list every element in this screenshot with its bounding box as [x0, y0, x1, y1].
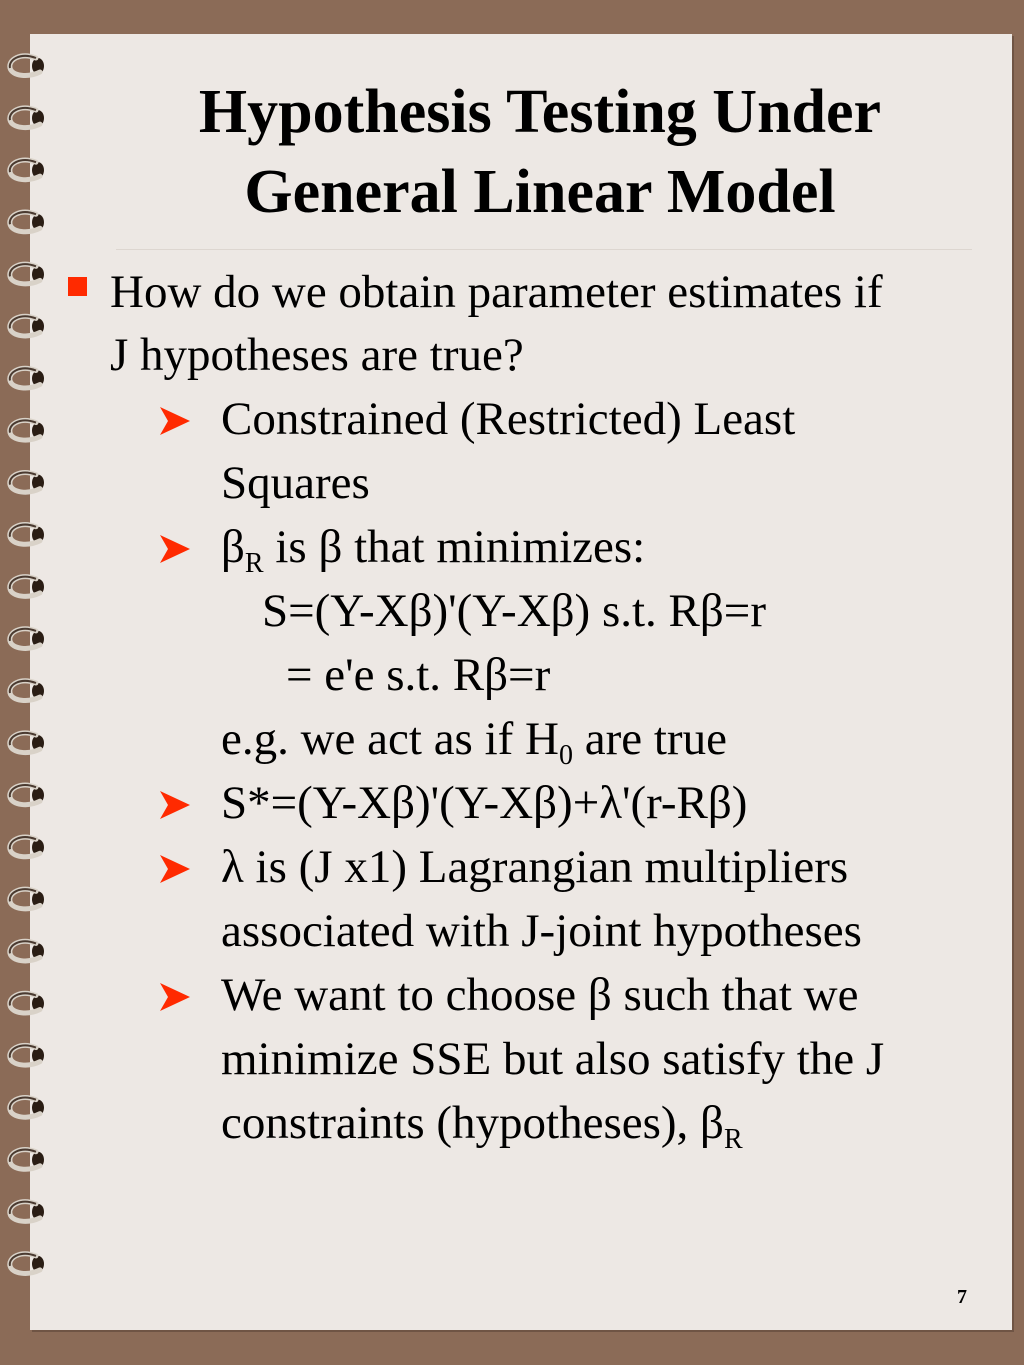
- sub1-line-1: Constrained (Restricted) Least: [221, 393, 796, 445]
- sub2-line-1: [221, 519, 646, 579]
- bullet-line-2: J hypotheses are true?: [110, 329, 524, 381]
- sub3-line: S*=(Y-Xβ)'(Y-Xβ)+λ'(r-Rβ): [221, 777, 748, 829]
- sub5-line-1: We want to choose β such that we: [221, 969, 859, 1021]
- example-text: e.g. we act as if H: [221, 713, 559, 765]
- equation-line-2: = e'e s.t. Rβ=r: [286, 649, 551, 701]
- arrow-bullet-icon: [158, 403, 194, 439]
- example-line: [221, 711, 727, 771]
- sub5-line-3-text: constraints (hypotheses), β: [221, 1097, 724, 1149]
- bullet-line-1: How do we obtain parameter estimates if: [110, 266, 883, 318]
- beta-subscript: R: [244, 548, 264, 579]
- arrow-bullet-icon: [158, 531, 194, 567]
- square-bullet-icon: [68, 277, 87, 296]
- h-subscript: 0: [559, 740, 573, 771]
- beta-symbol: β: [221, 521, 245, 573]
- sub5-line-2: minimize SSE but also satisfy the J: [221, 1033, 885, 1085]
- page-number: 7: [957, 1286, 967, 1308]
- title-line-1: Hypothesis Testing Under: [198, 78, 882, 146]
- sub5-line-3: [221, 1095, 743, 1155]
- arrow-bullet-icon: [158, 787, 194, 823]
- example-suffix: are true: [573, 713, 727, 765]
- equation-line-1: S=(Y-Xβ)'(Y-Xβ) s.t. Rβ=r: [262, 585, 766, 637]
- arrow-bullet-icon: [158, 851, 194, 887]
- beta-r-subscript: R: [723, 1124, 743, 1155]
- sub2-text: is β that minimizes:: [263, 521, 646, 573]
- sub4-line-1: λ is (J x1) Lagrangian multipliers: [221, 841, 849, 893]
- sub1-line-2: Squares: [221, 457, 370, 509]
- arrow-bullet-icon: [158, 979, 194, 1015]
- sub4-line-2: associated with J-joint hypotheses: [221, 905, 862, 957]
- title-line-2: General Linear Model: [244, 158, 836, 226]
